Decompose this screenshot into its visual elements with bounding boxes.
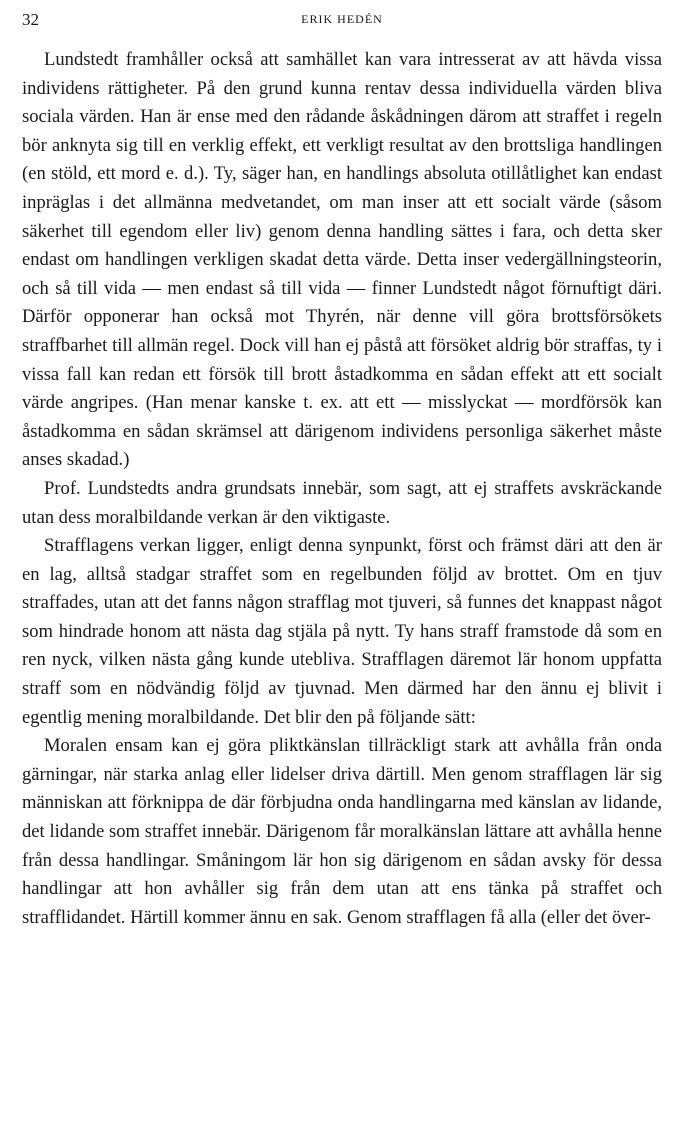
running-head: ERIK HEDÉN [301,12,383,26]
paragraph: Prof. Lundstedts andra grundsats innebär, som sagt, att ej straffets avskräckande utan dess moralbildande verkan är den viktigaste. [22,477,662,528]
page-header [22,8,662,34]
paragraph: Moralen ensam kan ej göra pliktkänslan tillräckligt stark att avhålla från onda gärningar, när starka anlag eller lidelser driva därtill. Men genom strafflagen lär sig människan att förknippa de där förbjudna onda handlingarna med känslan av lidande, det lidande som straffet innebär. Därigenom får moralkänslan lättare att avhålla henne från dessa handlingar. Småningom lär hon sig därigenom en sådan avsky för dessa handlingar att hon avhåller sig från dem utan att ens tänka på straffet och strafflidandet. Härtill kommer ännu en sak. Genom strafflagen få alla (eller det över- [22,735,662,928]
paragraph: Lundstedt framhåller också att samhället kan vara intresserat av att hävda vissa individens rättigheter. På den grund kunna rentav dessa individuella värden bliva sociala värden. Han är ense med den rådande åskådningen därom att straffet i regeln bör anknyta sig till en verklig effekt, ett verkligt resultat av den brottsliga handlingen (en stöld, ett mord e. d.). Ty, säger han, en handlings absoluta otillåtlighet kan endast inpräglas i det allmänna medvetandet, om man inser att ett socialt värde (såsom säkerhet till egendom eller liv) genom denna handling sättes i fara, och detta sker endast om handlingen verkligen skadat detta värde. Detta inser vedergällningsteorin, och så till vida — men endast så till vida — finner Lundstedt något förnuftigt däri. Därför opponerar han också mot Thyrén, när denne vill göra brottsförsökets straffbarhet till allmän regel. Dock vill han ej påstå att försöket aldrig bör straffas, ty i vissa fall kan redan ett försök till brott åstadkomma en sådan effekt att ett socialt värde angripes. (Han menar kanske t. ex. att ett — misslyckat — mordförsök kan åstadkomma en sådan skrämsel att därigenom individens personliga säkerhet måste anses skadad.) [22,49,662,471]
body-text [22,46,662,932]
paragraph: Strafflagens verkan ligger, enligt denna synpunkt, först och främst däri att den är en lag, alltså stadgar straffet som en regelbunden följd av brottet. Om en tjuv straffades, utan att det fanns någon strafflag mot tjuveri, så funnes det knappast något som hindrade honom att nästa dag stjäla på nytt. Ty hans straff framstode då som en ren nyck, vilken nästa gång kunde utebliva. Strafflagen däremot lär honom uppfatta straff som en nödvändig följd av tjuvnad. Men därmed har den ännu ej blivit i egentlig mening moralbildande. Det blir den på följande sätt: [22,535,662,728]
page-number: 32 [22,10,39,29]
book-page [22,8,662,932]
